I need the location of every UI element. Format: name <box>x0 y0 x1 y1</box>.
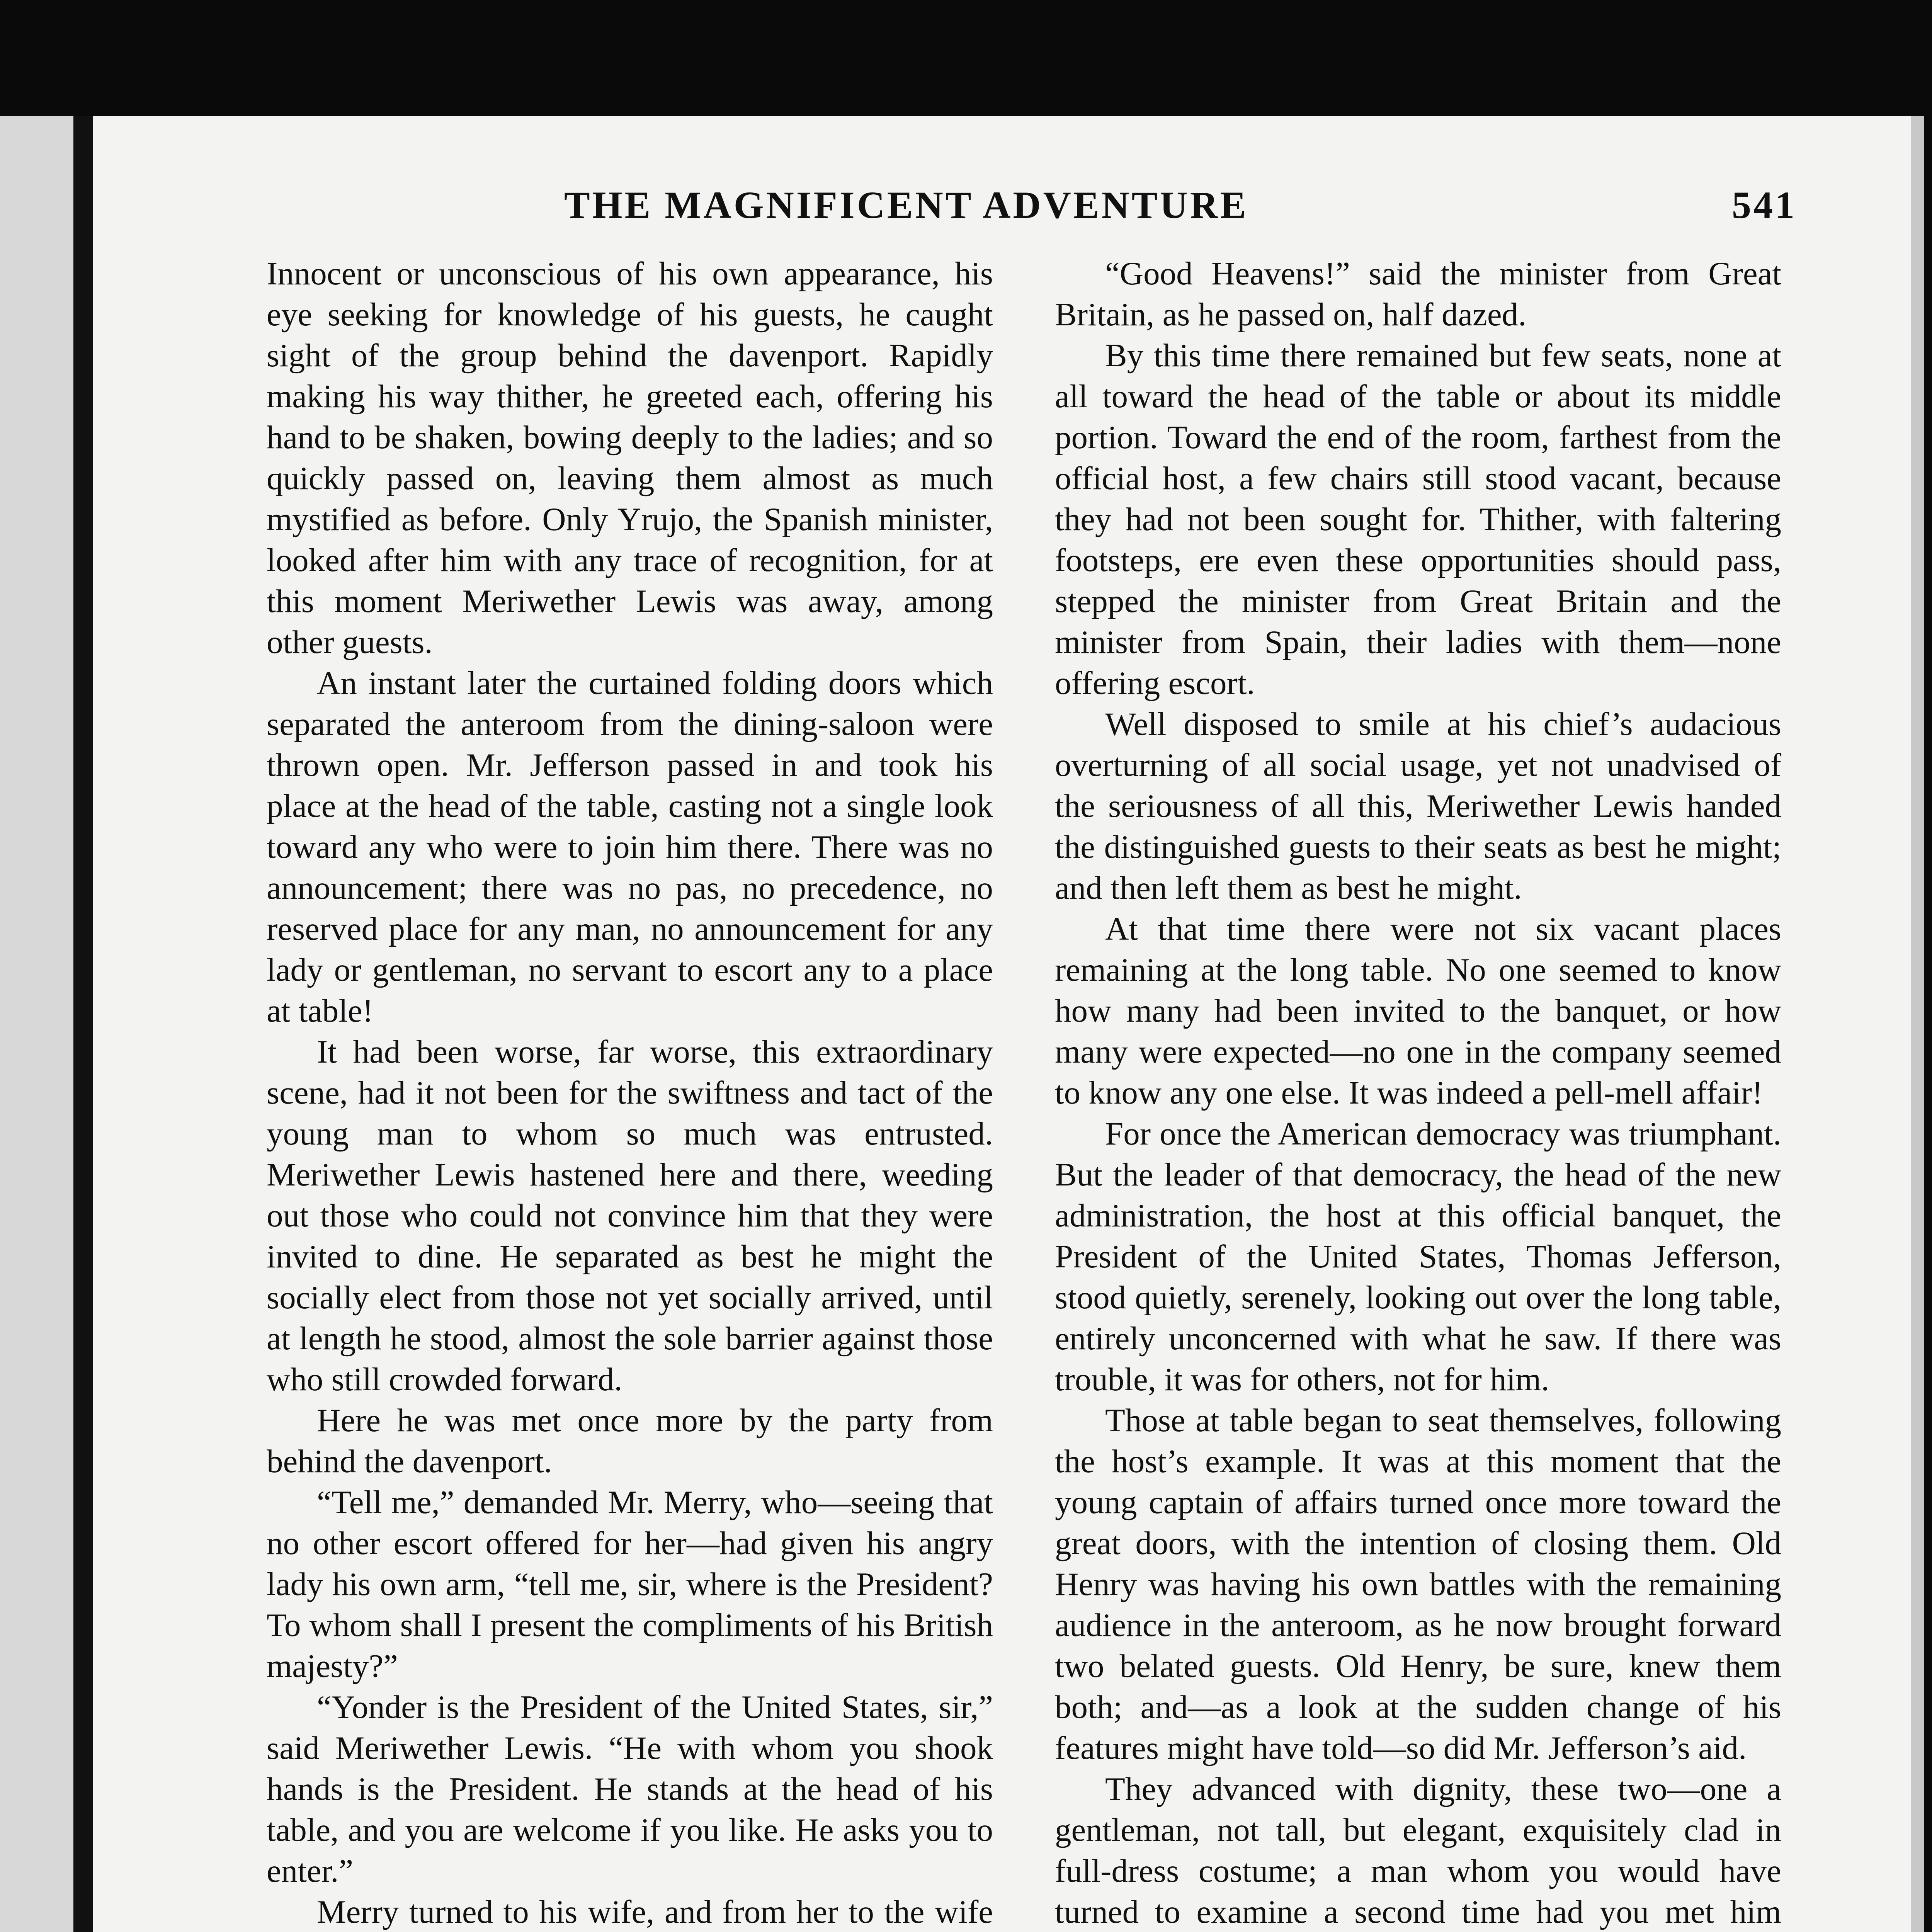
paragraph: For once the American democracy was triumphant. But the leader of that democracy, the head of the new administration, the host at this official banquet, the President of the United States, Thomas Jefferson, stood quietly, serenely, looking out over the long table, entirely unconcerned with what he saw. If there was trouble, it was for others, not for him. <box>1055 1116 1781 1398</box>
paragraph: Well disposed to smile at his chief’s audacious overturning of all social usage, yet not unadvised of the seriousness of all this, Meriwether Lewis handed the distinguished guests to their seats as best he might; and then left them as best he might. <box>1055 706 1781 906</box>
paragraph: “Good Heavens!” said the minister from Great Britain, as he passed on, half dazed. <box>1055 255 1781 333</box>
paragraph: At that time there were not six vacant places remaining at the long table. No one seemed to know how many had been invited to the banquet, or how many were expected—no one in the company seemed to know any one else. It was indeed a pell-mell affair! <box>1055 911 1781 1111</box>
paragraph: An instant later the curtained folding doors which separated the anteroom from the dining-saloon were thrown open. Mr. Jefferson passed in and took his place at the head of the table, casting not a single look toward any who were to join him there. There was no announcement; there was no pas, no precedence, no reserved place for any man, no announcement for any lady or gentleman, no servant to escort any to a place at table! <box>267 665 993 1029</box>
running-header <box>564 178 1797 232</box>
paragraph: They advanced with dignity, these two—one a gentleman, not tall, but elegant, exquisitely clad in full-dress costume; a man whom you would have turned to examine a second time had you met him <box>1055 1771 1781 1930</box>
paragraph: Merry turned to his wife, and from her to the wife <box>317 1894 993 1930</box>
paragraph: Those at table began to seat themselves, following the host’s example. It was at this moment that the young captain of affairs turned once more toward the great doors, with the intention of closing them. Old Henry was having his own battles with the remaining audience in the anteroom, as he now brought forward two belated guests. Old Henry, be sure, knew them both; and—as a look at the sudden change of his features might have told—so did Mr. Jefferson’s aid. <box>1055 1402 1781 1766</box>
running-title: THE MAGNIFICENT ADVENTURE <box>564 183 1248 226</box>
adjacent-page-edge <box>0 116 73 1932</box>
left-text-column <box>267 253 993 1932</box>
paragraph: By this time there remained but few seats, none at all toward the head of the table or about its middle portion. Toward the end of the room, farthest from the official host, a few chairs still stood vacant, because they had not been sought for. Thither, with faltering footsteps, ere even these opportunities should pass, stepped the minister from Great Britain and the minister from Spain, their ladies with them—none offering escort. <box>1055 337 1781 701</box>
paragraph: “Tell me,” demanded Mr. Merry, who—seeing that no other escort offered for her—had given his angry lady his own arm, “tell me, sir, where is the President? To whom shall I present the compliments of his British majesty?” <box>267 1484 993 1684</box>
paragraph: “Yonder is the President of the United States, sir,” said Meriwether Lewis. “He with whom you shook hands is the President. He stands at the head of his table, and you are welcome if you like. He asks you to enter.” <box>267 1689 993 1889</box>
paragraph: Here he was met once more by the party from behind the davenport. <box>267 1402 993 1480</box>
paragraph: Innocent or unconscious of his own appearance, his eye seeking for knowledge of his guests, he caught sight of the group behind the davenport. Rapidly making his way thither, he greeted each, offering his hand to be shaken, bowing deeply to the ladies; and so quickly passed on, leaving them almost as much mystified as before. Only Yrujo, the Spanish minister, looked after him with any trace of recognition, for at this moment Meriwether Lewis was away, among other guests. <box>267 255 993 660</box>
right-text-column <box>1055 253 1781 1932</box>
page-number: 541 <box>1732 183 1797 226</box>
book-gutter <box>73 116 93 1932</box>
paragraph: It had been worse, far worse, this extraordinary scene, had it not been for the swiftness and tact of the young man to whom so much was entrusted. Meriwether Lewis hastened here and there, weeding out those who could not convince him that they were invited to dine. He separated as best he might the socially elect from those not yet socially arrived, until at length he stood, almost the sole barrier against those who still crowded forward. <box>267 1034 993 1398</box>
